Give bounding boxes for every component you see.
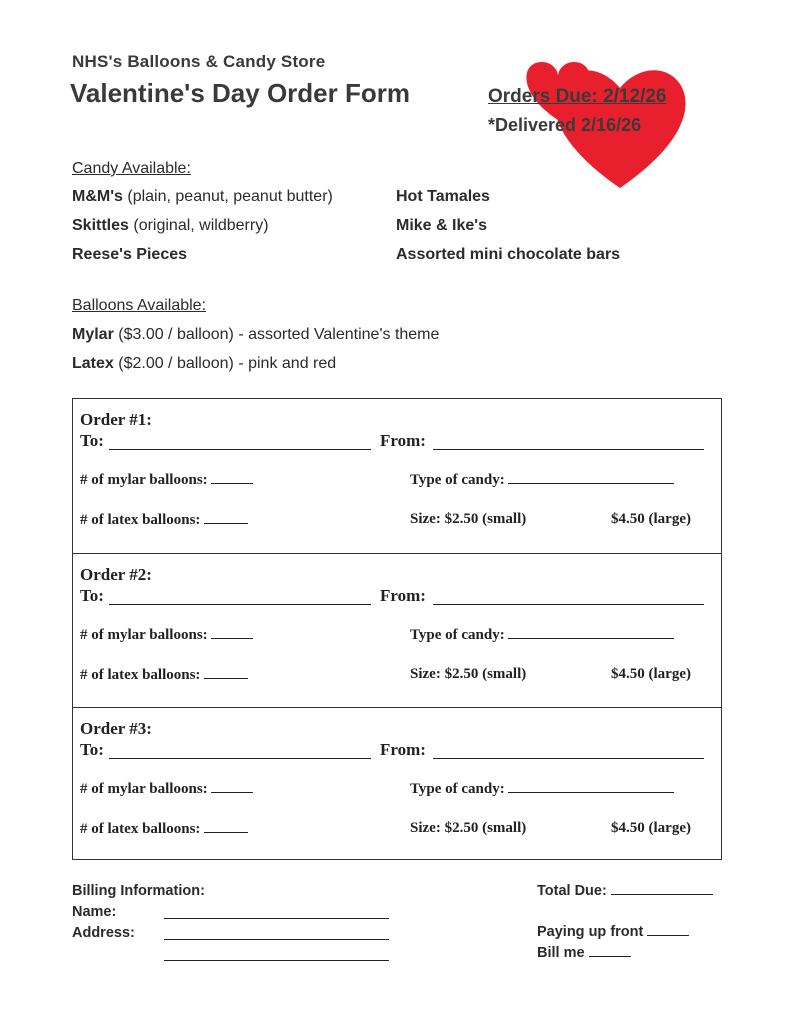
balloons-heading: Balloons Available: bbox=[72, 297, 207, 314]
balloon-name: Latex bbox=[72, 355, 114, 372]
latex-field[interactable] bbox=[204, 666, 248, 679]
candy-type-field[interactable] bbox=[508, 471, 674, 484]
to-label: To: bbox=[80, 431, 104, 450]
orders-table bbox=[72, 398, 722, 860]
candy-name: M&M's bbox=[72, 188, 123, 205]
total-due bbox=[537, 882, 713, 899]
candy-detail: (original, wildberry) bbox=[128, 217, 269, 234]
candy-item bbox=[72, 246, 187, 264]
size-small-option[interactable]: Size: $2.50 (small) bbox=[410, 666, 527, 682]
mylar-field[interactable] bbox=[211, 780, 253, 793]
candy-item bbox=[396, 188, 490, 206]
billing-heading: Billing Information: bbox=[72, 883, 205, 899]
to-field[interactable] bbox=[109, 449, 371, 450]
order-block bbox=[73, 707, 721, 861]
address-field-line-1[interactable] bbox=[164, 939, 389, 940]
balloon-detail: ($2.00 / balloon) - pink and red bbox=[113, 355, 337, 372]
to-field[interactable] bbox=[109, 758, 371, 759]
size-large-option[interactable]: $4.50 (large) bbox=[611, 511, 691, 527]
bill-me-label: Bill me bbox=[537, 945, 585, 961]
candy-type-field[interactable] bbox=[508, 626, 674, 639]
to-label: To: bbox=[80, 740, 104, 759]
candy-item bbox=[72, 188, 333, 206]
page-title: Valentine's Day Order Form bbox=[70, 78, 410, 108]
to-label: To: bbox=[80, 586, 104, 605]
candy-type bbox=[410, 780, 674, 798]
balloon-name: Mylar bbox=[72, 326, 114, 343]
mylar-label: # of mylar balloons: bbox=[80, 472, 208, 488]
balloon-item bbox=[72, 355, 336, 373]
latex-label: # of latex balloons: bbox=[80, 667, 201, 683]
total-due-label: Total Due: bbox=[537, 883, 607, 899]
candy-item bbox=[72, 217, 269, 235]
balloon-item bbox=[72, 326, 439, 344]
candy-type-label: Type of candy: bbox=[410, 781, 505, 797]
name-field[interactable] bbox=[164, 918, 389, 919]
latex-count bbox=[80, 820, 248, 838]
from-field[interactable] bbox=[433, 604, 704, 605]
mylar-count bbox=[80, 780, 253, 798]
mylar-field[interactable] bbox=[211, 626, 253, 639]
candy-name: Skittles bbox=[72, 217, 129, 234]
candy-detail: (plain, peanut, peanut butter) bbox=[122, 188, 333, 205]
paying-up-front-label: Paying up front bbox=[537, 924, 644, 940]
paying-up-front bbox=[537, 923, 689, 940]
candy-name: Assorted mini chocolate bars bbox=[396, 246, 621, 263]
order-block bbox=[73, 553, 721, 707]
mylar-label: # of mylar balloons: bbox=[80, 781, 208, 797]
candy-type-label: Type of candy: bbox=[410, 472, 505, 488]
latex-label: # of latex balloons: bbox=[80, 512, 201, 528]
candy-type bbox=[410, 471, 674, 489]
latex-count bbox=[80, 511, 248, 529]
size-large-option[interactable]: $4.50 (large) bbox=[611, 666, 691, 682]
name-label: Name: bbox=[72, 904, 117, 920]
candy-name: Mike & Ike's bbox=[396, 217, 487, 234]
from-label: From: bbox=[380, 740, 426, 759]
total-due-field[interactable] bbox=[611, 882, 713, 895]
orders-due-date: Orders Due: 2/12/26 bbox=[488, 86, 667, 107]
candy-type-label: Type of candy: bbox=[410, 627, 505, 643]
order-title: Order #2: bbox=[80, 565, 152, 584]
from-field[interactable] bbox=[433, 758, 704, 759]
from-label: From: bbox=[380, 586, 426, 605]
bill-me-field[interactable] bbox=[589, 944, 631, 957]
candy-item bbox=[396, 217, 487, 235]
size-small-option[interactable]: Size: $2.50 (small) bbox=[410, 511, 527, 527]
address-field-line-2[interactable] bbox=[164, 960, 389, 961]
bill-me bbox=[537, 944, 631, 961]
order-title: Order #3: bbox=[80, 719, 152, 738]
order-block bbox=[73, 399, 721, 553]
latex-field[interactable] bbox=[204, 820, 248, 833]
size-small-option[interactable]: Size: $2.50 (small) bbox=[410, 820, 527, 836]
latex-count bbox=[80, 666, 248, 684]
candy-type bbox=[410, 626, 674, 644]
mylar-count bbox=[80, 471, 253, 489]
latex-field[interactable] bbox=[204, 511, 248, 524]
to-field[interactable] bbox=[109, 604, 371, 605]
order-title: Order #1: bbox=[80, 410, 152, 429]
from-label: From: bbox=[380, 431, 426, 450]
candy-name: Reese's Pieces bbox=[72, 246, 188, 263]
size-large-option[interactable]: $4.50 (large) bbox=[611, 820, 691, 836]
candy-type-field[interactable] bbox=[508, 780, 674, 793]
delivery-date: *Delivered 2/16/26 bbox=[488, 115, 642, 135]
latex-label: # of latex balloons: bbox=[80, 821, 201, 837]
mylar-count bbox=[80, 626, 253, 644]
candy-item bbox=[396, 246, 620, 264]
balloon-detail: ($3.00 / balloon) - assorted Valentine's theme bbox=[113, 326, 440, 343]
candy-heading: Candy Available: bbox=[72, 160, 191, 177]
paying-up-front-field[interactable] bbox=[647, 923, 689, 936]
address-label: Address: bbox=[72, 925, 135, 941]
from-field[interactable] bbox=[433, 449, 704, 450]
mylar-field[interactable] bbox=[211, 471, 253, 484]
store-name: NHS's Balloons & Candy Store bbox=[72, 52, 326, 71]
candy-name: Hot Tamales bbox=[396, 188, 490, 205]
mylar-label: # of mylar balloons: bbox=[80, 627, 208, 643]
